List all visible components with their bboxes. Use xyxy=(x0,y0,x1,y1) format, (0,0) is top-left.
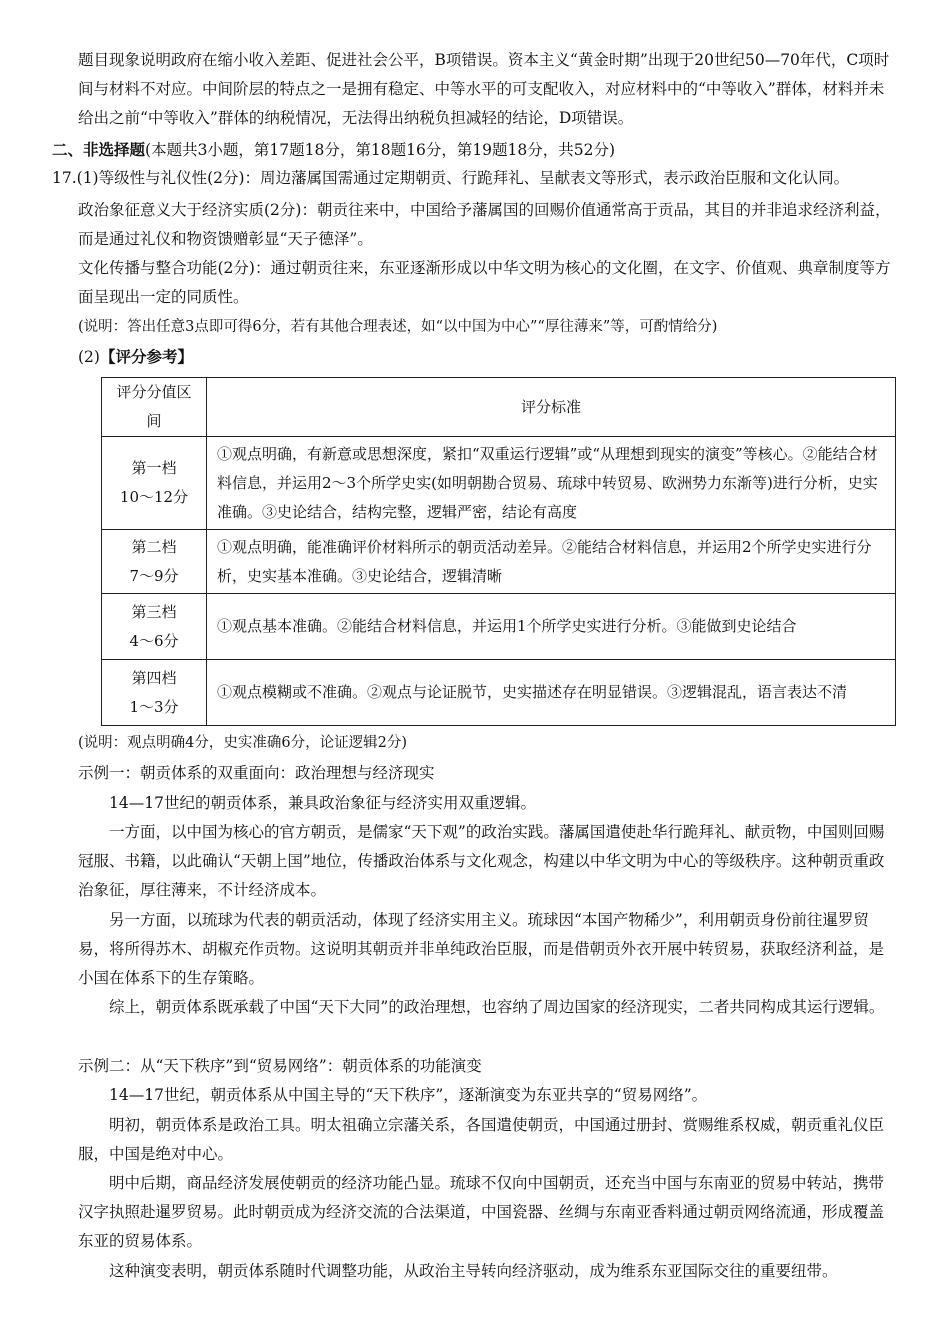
example1-paragraph: 14—17世纪的朝贡体系，兼具政治象征与经济实用双重逻辑。 xyxy=(109,794,536,812)
example1-paragraph: 一方面，以中国为核心的官方朝贡，是儒家“天下观”的政治实践。藩属国遣使赴华行跪拜礼、献贡物，中国则回赐冠服、书籍，以此确认“天朝上国”地位，传播政治体系与文化观念，构建以中华文明为中心的等级秩序。这种朝贡重政治象征，厚往薄来，不计经济成本。 xyxy=(78,823,885,899)
table-header-range: 评分分值区间 xyxy=(102,378,207,437)
table-note: (说明：观点明确4分，史实准确6分，论证逻辑2分) xyxy=(78,735,407,751)
table-row xyxy=(102,594,896,660)
grade-range: 10～12分 xyxy=(119,488,189,506)
q17-part1-note: (说明：答出任意3点即可得6分，若有其他合理表述，如“以中国为中心”“厚往薄来”等，可酌情给分) xyxy=(78,319,718,335)
table-header-row xyxy=(102,378,896,437)
grade-level-cell xyxy=(102,660,207,726)
grade-criteria: ①观点基本准确。②能结合材料信息，并运用1个所学史实进行分析。③能做到史论结合 xyxy=(207,594,896,660)
grade-level-cell xyxy=(102,530,207,594)
example2-paragraph: 14—17世纪，朝贡体系从中国主导的“天下秩序”，逐渐演变为东亚共享的“贸易网络”。 xyxy=(109,1086,708,1104)
example1-paragraph: 综上，朝贡体系既承载了中国“天下大同”的政治理想，也容纳了周边国家的经济现实，二者共同构成其运行逻辑。 xyxy=(109,998,885,1016)
section-title: 二、非选择题 xyxy=(52,140,146,159)
grade-range: 1～3分 xyxy=(129,697,179,716)
example1-paragraph: 另一方面，以琉球为代表的朝贡活动，体现了经济实用主义。琉球因“本国产物稀少”，利用朝贡身份前往暹罗贸易，将所得苏木、胡椒充作贡物。这说明其朝贡并非单纯政治臣服，而是借朝贡外衣开展中转贸易，获取经济利益，是小国在体系下的生存策略。 xyxy=(78,911,885,987)
grade-level: 第一档 xyxy=(131,459,177,477)
table-row xyxy=(102,660,896,726)
q17-part1-point2: 政治象征意义大于经济实质(2分)：朝贡往来中，中国给予藩属国的回赐价值通常高于贡品，其目的并非追求经济利益，而是通过礼仪和物资馈赠彰显“天子德泽”。 xyxy=(78,201,891,248)
table-row xyxy=(102,437,896,530)
grading-reference-title: 【评分参考】 xyxy=(99,347,193,366)
grade-range: 4～6分 xyxy=(129,631,179,650)
example2-paragraph: 明初，朝贡体系是政治工具。明太祖确立宗藩关系，各国遣使朝贡，中国通过册封、赏赐维系权威，朝贡重礼仪臣服，中国是绝对中心。 xyxy=(78,1116,885,1163)
grade-range: 7～9分 xyxy=(129,566,179,585)
example2-paragraph: 明中后期，商品经济发展使朝贡的经济功能凸显。琉球不仅向中国朝贡，还充当中国与东南亚的贸易中转站，携带汉字执照赴暹罗贸易。此时朝贡成为经济交流的合法渠道，中国瓷器、丝绸与东南亚香料通过朝贡网络流通，形成覆盖东亚的贸易体系。 xyxy=(78,1174,885,1250)
example2-title: 示例二：从“天下秩序”到“贸易网络”：朝贡体系的功能演变 xyxy=(78,1057,482,1075)
table-header-criteria: 评分标准 xyxy=(207,378,896,437)
q17-part2-heading xyxy=(78,342,895,372)
grade-criteria: ①观点明确，有新意或思想深度，紧扣“双重运行逻辑”或“从理想到现实的演变”等核心。②能结合材料信息，并运用2～3个所学史实(如明朝勘合贸易、琉球中转贸易、欧洲势力东渐等)进行分析，史实准确。③史论结合，结构完整，逻辑严密，结论有高度 xyxy=(207,437,896,530)
grade-criteria: ①观点模糊或不准确。②观点与论证脱节，史实描述存在明显错误。③逻辑混乱，语言表达不清 xyxy=(207,660,896,726)
grading-table xyxy=(101,377,896,726)
section-note: (本题共3小题，第17题18分，第18题16分，第19题18分，共52分) xyxy=(145,141,616,159)
example2-paragraph: 这种演变表明，朝贡体系随时代调整功能，从政治主导转向经济驱动，成为维系东亚国际交往的重要纽带。 xyxy=(109,1262,838,1280)
grade-level: 第三档 xyxy=(131,602,177,621)
grade-level-cell xyxy=(102,437,207,530)
grade-criteria: ①观点明确，能准确评价材料所示的朝贡活动差异。②能结合材料信息，并运用2个所学史实进行分析，史实基本准确。③史论结合，逻辑清晰 xyxy=(207,530,896,594)
grade-level: 第四档 xyxy=(131,668,177,687)
q17-part1-point3: 文化传播与整合功能(2分)：通过朝贡往来，东亚逐渐形成以中华文明为核心的文化圈，在文字、价值观、典章制度等方面呈现出一定的同质性。 xyxy=(78,259,891,306)
grade-level-cell xyxy=(102,594,207,660)
example1-title: 示例一：朝贡体系的双重面向：政治理想与经济现实 xyxy=(78,764,435,782)
section-heading xyxy=(52,135,895,165)
table-row xyxy=(102,530,896,594)
q17-part1-point1: 17.(1)等级性与礼仪性(2分)：周边藩属国需通过定期朝贡、行跪拜礼、呈献表文等形式，表示政治臣服和文化认同。 xyxy=(52,169,850,187)
q17-part2-number: (2) xyxy=(78,348,100,366)
grade-level: 第二档 xyxy=(131,537,177,556)
intro-paragraph: 题目现象说明政府在缩小收入差距、促进社会公平，B项错误。资本主义“黄金时期”出现于20世纪50—70年代，C项时间与材料不对应。中间阶层的特点之一是拥有稳定、中等水平的可支配收入，对应材料中的“中等收入”群体，材料并未给出之前“中等收入”群体的纳税情况，无法得出纳税负担减轻的结论，D项错误。 xyxy=(78,51,890,127)
